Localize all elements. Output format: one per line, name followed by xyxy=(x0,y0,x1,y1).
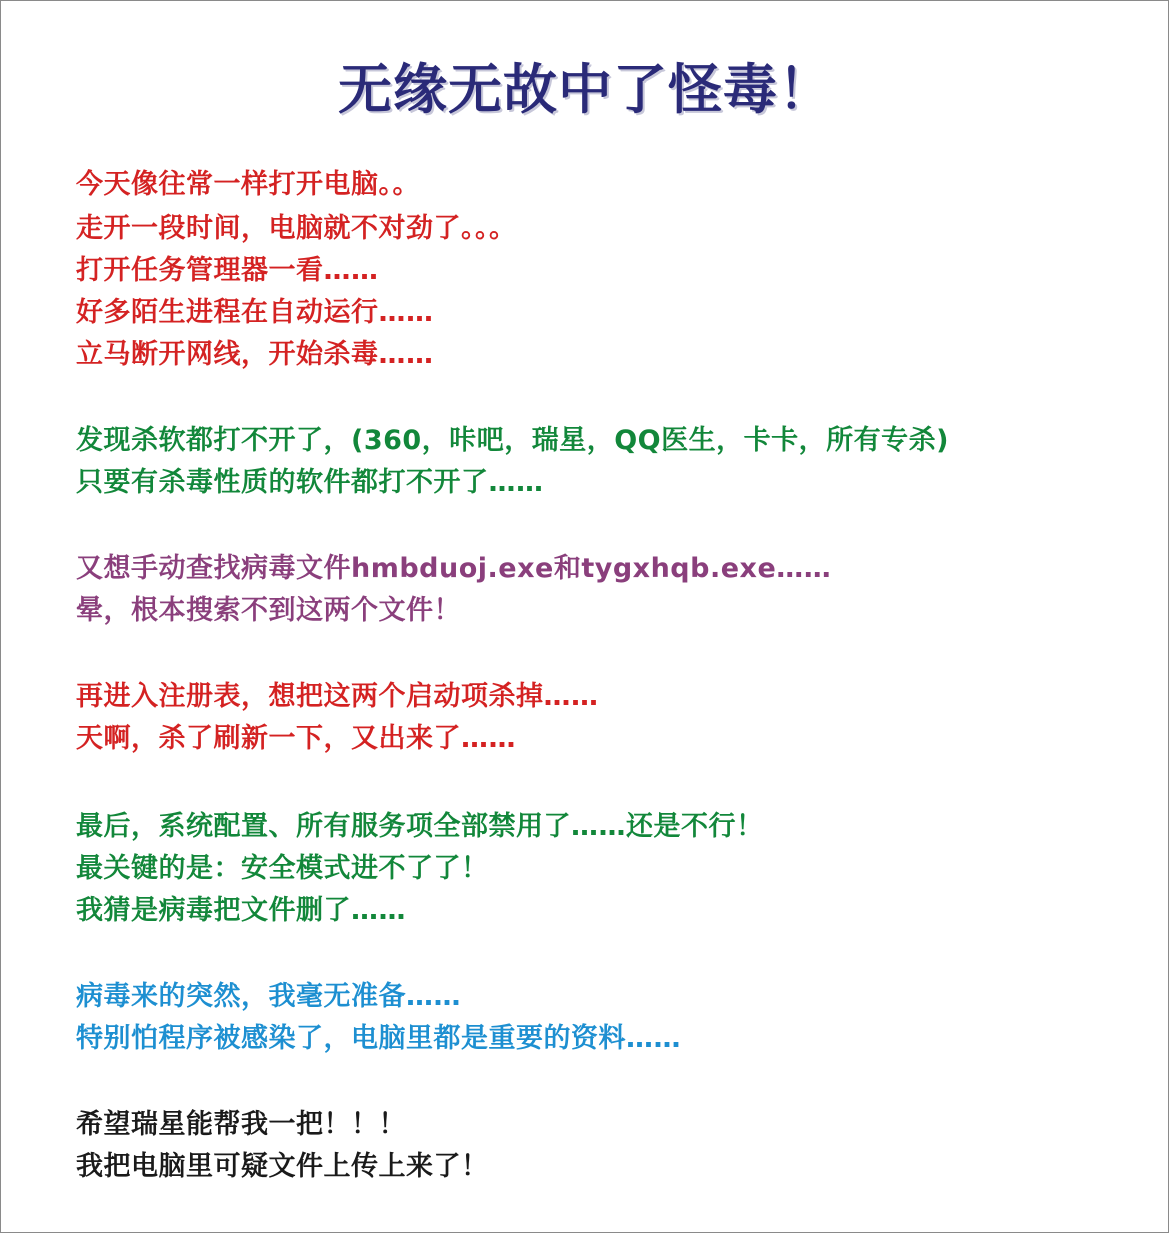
text-line: 最后，系统配置、所有服务项全部禁用了……还是不行！ xyxy=(76,811,764,842)
text-line: 晕，根本搜索不到这两个文件！ xyxy=(76,595,461,626)
text-line: 立马断开网线，开始杀毒…… xyxy=(76,339,434,370)
text-line: 今天像往常一样打开电脑。。 xyxy=(76,169,420,200)
text-line: 只要有杀毒性质的软件都打不开了…… xyxy=(76,467,544,498)
text-line: 希望瑞星能帮我一把！！！ xyxy=(76,1109,406,1140)
text-line: 我把电脑里可疑文件上传上来了！ xyxy=(76,1151,489,1182)
text-line: 打开任务管理器一看…… xyxy=(76,255,379,286)
text-line: 天啊，杀了刷新一下，又出来了…… xyxy=(76,723,516,754)
text-line: 病毒来的突然，我毫无准备…… xyxy=(76,981,461,1012)
text-line: 我猜是病毒把文件删了…… xyxy=(76,895,406,926)
text-line: 走开一段时间，电脑就不对劲了。。。 xyxy=(76,213,517,244)
poster-title: 无缘无故中了怪毒！ xyxy=(338,58,833,121)
text-line: 发现杀软都打不开了，(360，咔吧，瑞星，QQ医生，卡卡，所有专杀) xyxy=(76,425,949,456)
text-line: 特别怕程序被感染了，电脑里都是重要的资料…… xyxy=(76,1023,681,1054)
text-line: 又想手动查找病毒文件hmbduoj.exe和tygxhqb.exe…… xyxy=(76,553,832,584)
text-line: 最关键的是：安全模式进不了了！ xyxy=(76,853,489,884)
text-line: 好多陌生进程在自动运行…… xyxy=(76,297,434,328)
text-line: 再进入注册表，想把这两个启动项杀掉…… xyxy=(76,681,599,712)
